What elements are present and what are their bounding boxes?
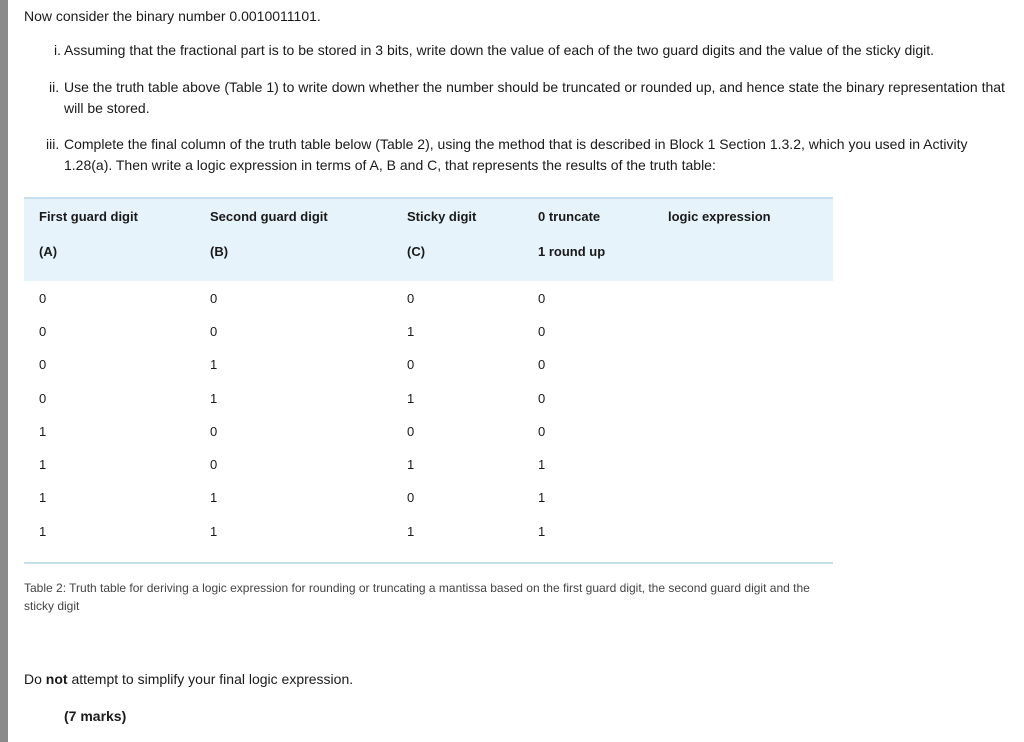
table-bottom-border (24, 562, 833, 564)
cell-a: 0 (39, 357, 47, 372)
question-text: Assuming that the fractional part is to be stored in 3 bits, write down the value of each of the two guard digits and the value of the sticky digit. (64, 42, 935, 58)
cell-a: 0 (39, 324, 47, 339)
cell-b: 0 (210, 424, 218, 439)
note-prefix: Do (24, 671, 46, 687)
header-logic-expression: logic expression (668, 209, 771, 224)
cell-b: 1 (210, 490, 218, 505)
question-number: i. (54, 42, 61, 58)
cell-result: 0 (538, 291, 546, 306)
cell-b: 0 (210, 324, 218, 339)
cell-a: 0 (39, 291, 47, 306)
cell-result: 0 (538, 424, 546, 439)
cell-result: 1 (538, 524, 546, 539)
header-first-guard-digit: First guard digit (39, 209, 138, 224)
header-truncate: 0 truncate (538, 209, 601, 224)
intro-text: Now consider the binary number 0.0010011101. (24, 8, 321, 24)
header-round-up: 1 round up (538, 244, 606, 259)
cell-result: 1 (538, 490, 546, 505)
header-first-guard-digit-symbol: (A) (39, 244, 58, 259)
cell-c: 0 (407, 490, 415, 505)
cell-b: 1 (210, 357, 218, 372)
cell-a: 1 (39, 424, 47, 439)
header-second-guard-digit-symbol: (B) (210, 244, 229, 259)
cell-c: 1 (407, 457, 415, 472)
left-scroll-bar (0, 0, 8, 742)
question-number: iii. (46, 136, 60, 152)
cell-a: 0 (39, 391, 47, 406)
cell-c: 0 (407, 357, 415, 372)
cell-b: 1 (210, 391, 218, 406)
cell-c: 0 (407, 424, 415, 439)
cell-c: 1 (407, 324, 415, 339)
truth-table (24, 197, 833, 564)
header-sticky-digit: Sticky digit (407, 209, 477, 224)
table-caption: Table 2: Truth table for deriving a logic expression for rounding or truncating a mantissa based on the first guard digit, the second guard digit and the sticky digit (24, 581, 810, 613)
cell-c: 1 (407, 524, 415, 539)
cell-a: 1 (39, 490, 47, 505)
note-suffix: attempt to simplify your final logic expression. (67, 671, 354, 687)
cell-a: 1 (39, 524, 47, 539)
question-text: Complete the final column of the truth table below (Table 2), using the method that is described in Block 1 Section 1.3.2, which you used in Activity 1.28(a). Then write a logic expression in terms of A, B and C, that represents the results of the truth table: (64, 136, 968, 173)
cell-c: 1 (407, 391, 415, 406)
note-emphasis: not (45, 671, 68, 687)
cell-c: 0 (407, 291, 415, 306)
header-sticky-digit-symbol: (C) (407, 244, 426, 259)
cell-a: 1 (39, 457, 47, 472)
marks-label: (7 marks) (64, 708, 127, 724)
cell-b: 1 (210, 524, 218, 539)
table-header (24, 199, 833, 281)
cell-result: 0 (538, 324, 546, 339)
cell-b: 0 (210, 291, 218, 306)
cell-result: 0 (538, 391, 546, 406)
header-second-guard-digit: Second guard digit (210, 209, 328, 224)
cell-b: 0 (210, 457, 218, 472)
question-text: Use the truth table above (Table 1) to write down whether the number should be truncated or rounded up, and hence state the binary representation that will be stored. (64, 79, 1005, 116)
cell-result: 1 (538, 457, 546, 472)
cell-result: 0 (538, 357, 546, 372)
instruction-note (24, 670, 353, 688)
question-number: ii. (49, 79, 60, 95)
